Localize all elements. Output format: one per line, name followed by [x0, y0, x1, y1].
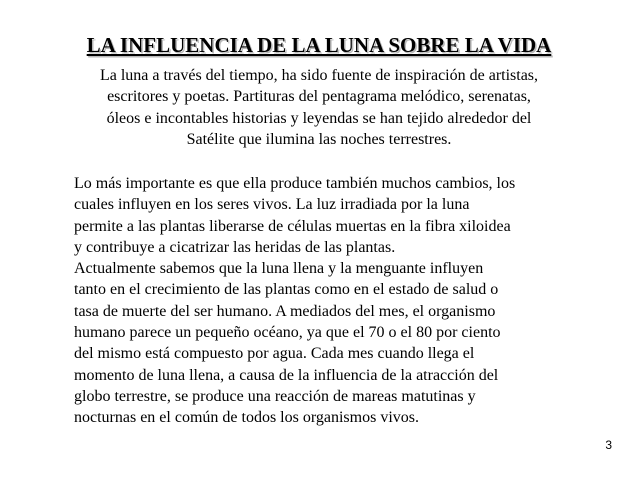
- paragraph-2: [74, 258, 584, 428]
- body-line: tanto en el crecimiento de las plantas como en el estado de salud o: [74, 281, 499, 299]
- slide-title: LA INFLUENCIA DE LA LUNA SOBRE LA VIDA: [86, 33, 552, 57]
- body-line: y contribuye a cicatrizar las heridas de las plantas.: [74, 238, 396, 256]
- intro-line: escritores y poetas. Partituras del pentagrama melódico, serenatas,: [107, 88, 531, 106]
- paragraph-1: [74, 173, 584, 258]
- body-line: Actualmente sabemos que la luna llena y la menguante influyen: [74, 260, 484, 278]
- intro-paragraph: [62, 65, 576, 150]
- intro-line: óleos e incontables historias y leyendas se han tejido alrededor del: [106, 109, 532, 127]
- intro-line: La luna a través del tiempo, ha sido fuente de inspiración de artistas,: [99, 67, 539, 84]
- body-line: permite a las plantas liberarse de células muertas en la fibra xiloidea: [74, 217, 511, 235]
- body-line: tasa de muerte del ser humano. A mediados del mes, el organismo: [74, 302, 496, 320]
- body-line: Lo más importante es que ella produce también muchos cambios, los: [74, 175, 516, 192]
- intro-line: Satélite que ilumina las noches terrestres.: [186, 130, 452, 148]
- body-line: globo terrestre, se produce una reacción de mareas matutinas y: [74, 387, 476, 405]
- body-line: del mismo está compuesto por agua. Cada mes cuando llega el: [74, 345, 475, 363]
- page-number: 3: [605, 438, 612, 452]
- body-line: humano parece un pequeño océano, ya que el 70 o el 80 por ciento: [74, 324, 501, 342]
- body-text: [74, 173, 584, 429]
- body-line: nocturnas en el común de todos los organismos vivos.: [74, 409, 419, 427]
- body-line: cuales influyen en los seres vivos. La luz irradiada por la luna: [74, 196, 470, 214]
- body-line: momento de luna llena, a causa de la influencia de la atracción del: [74, 366, 499, 384]
